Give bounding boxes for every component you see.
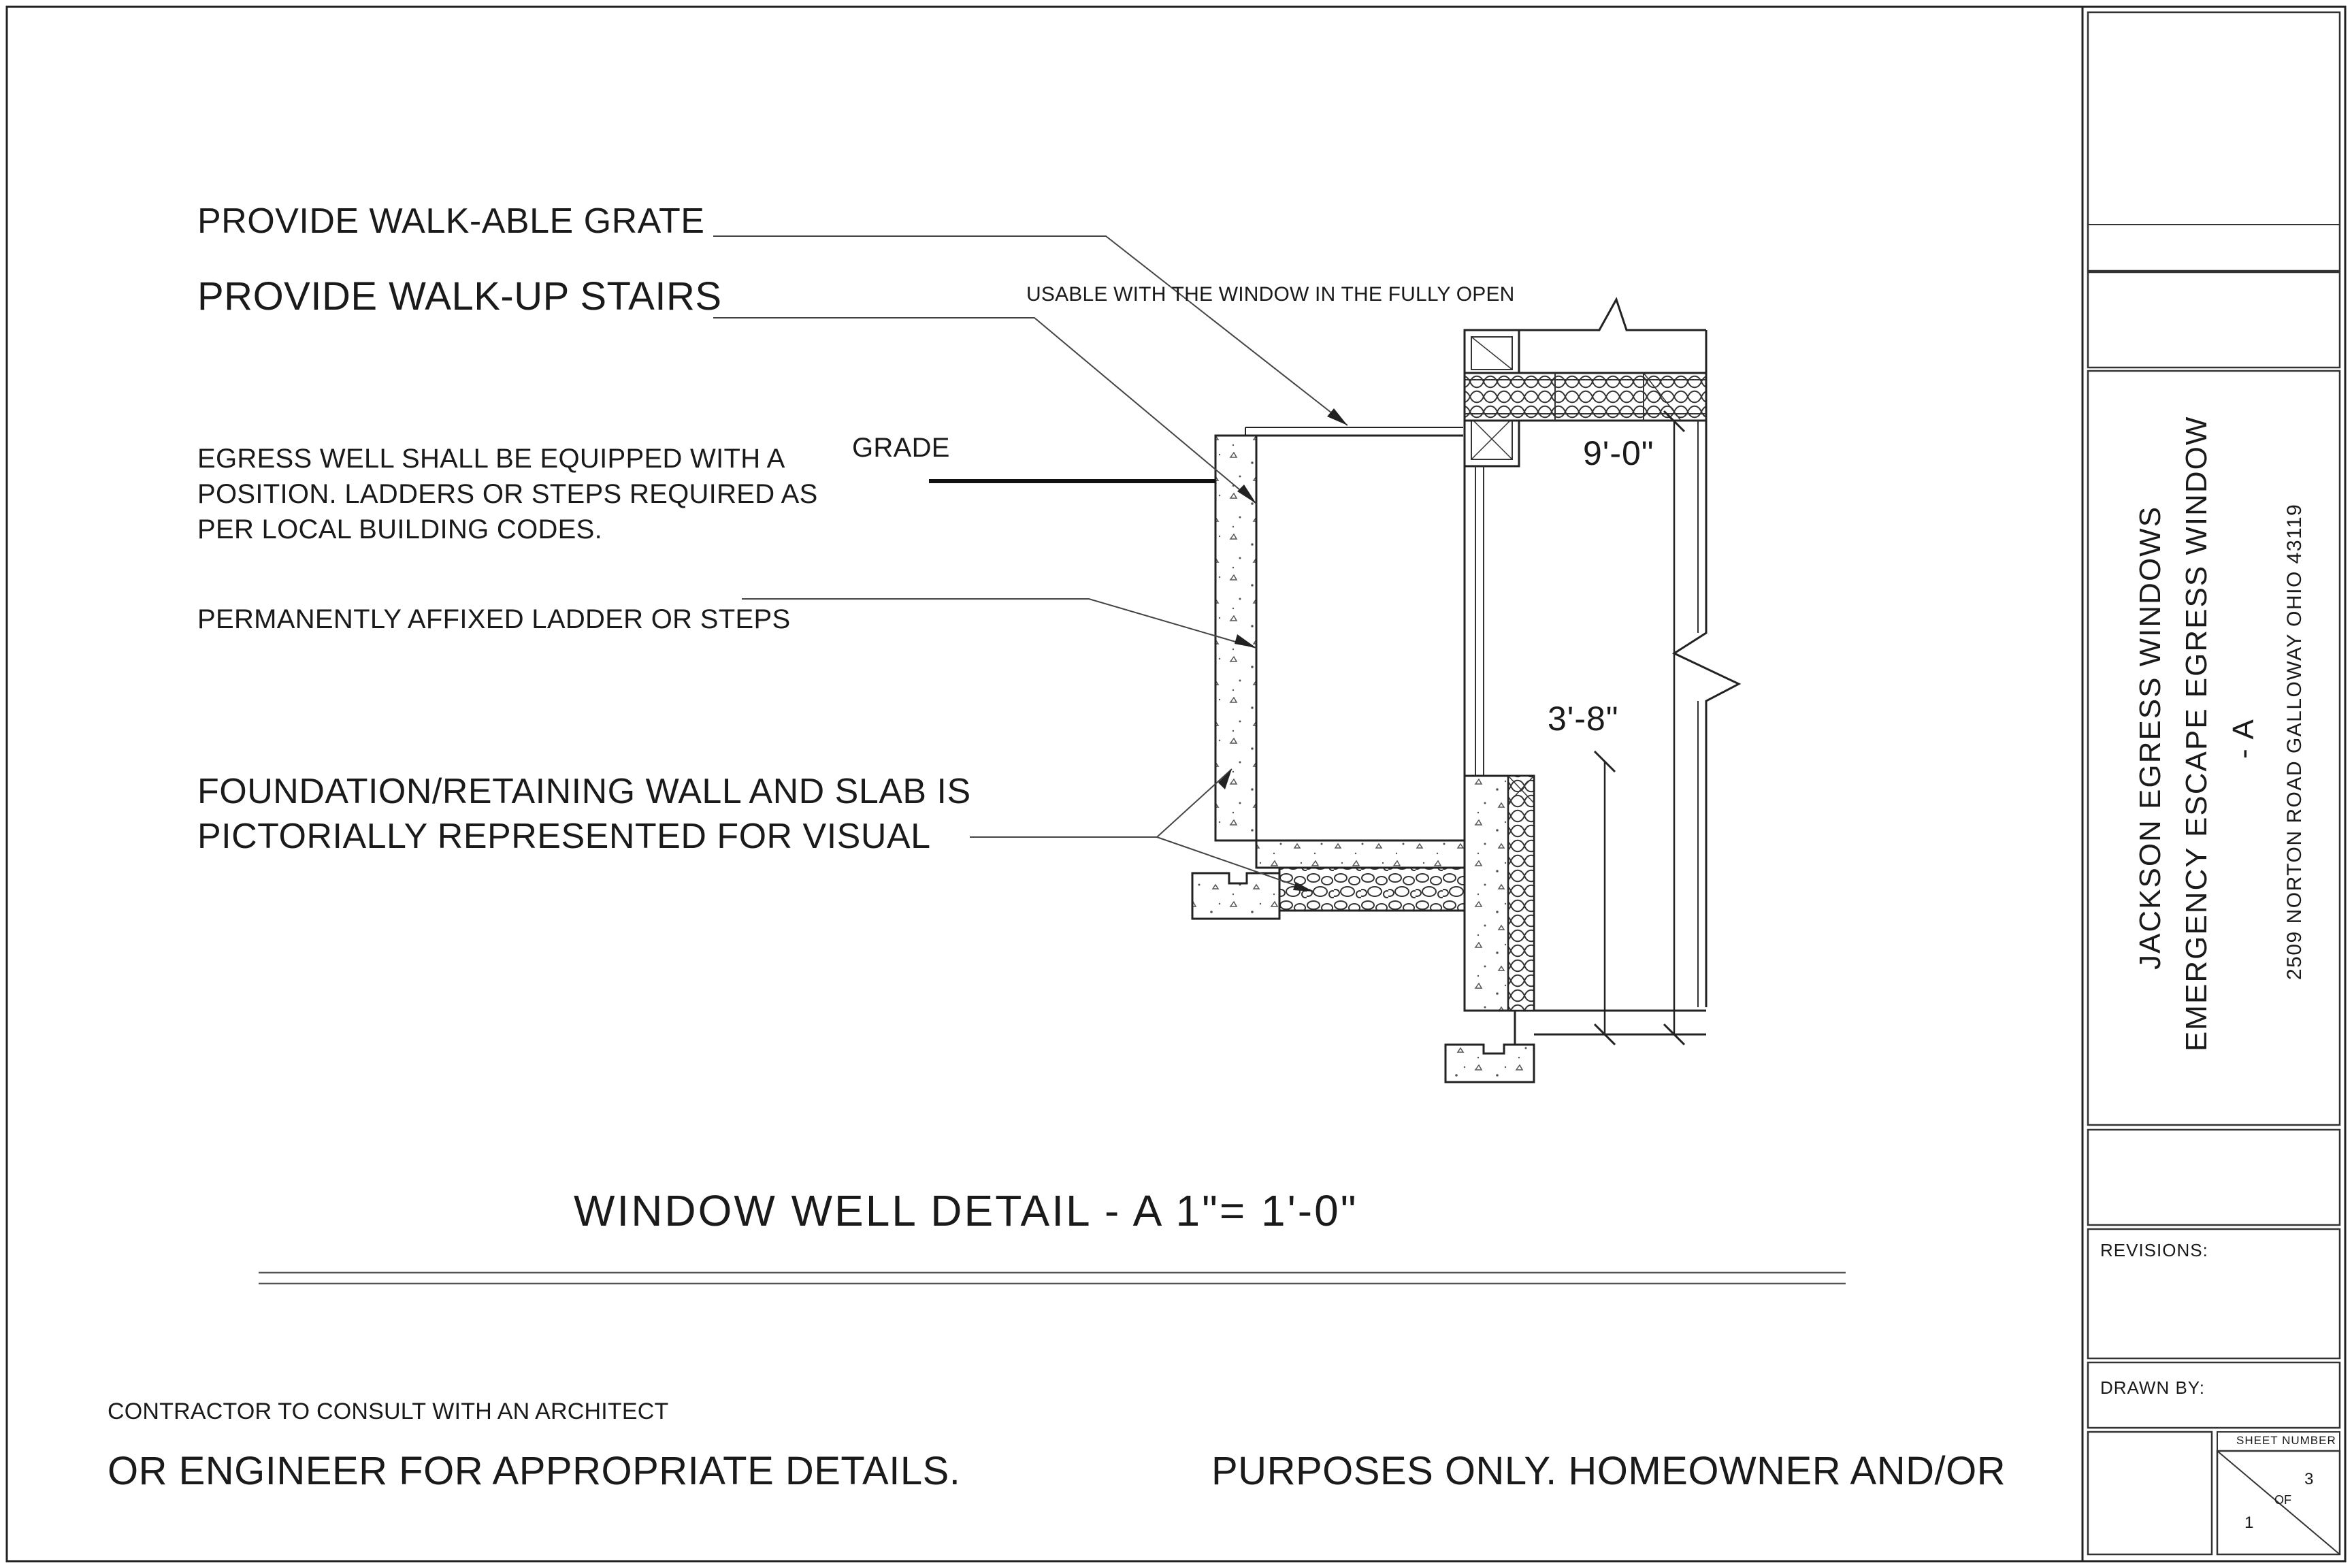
note-grate: PROVIDE WALK-ABLE GRATE <box>197 201 705 241</box>
title-block-suffix: - A <box>2227 718 2260 759</box>
house-footing <box>1446 1045 1534 1082</box>
note-egress-line2: POSITION. LADDERS OR STEPS REQUIRED AS <box>197 479 818 509</box>
dim-ceiling-height: 9'-0" <box>1583 434 1654 472</box>
note-egress-line3: PER LOCAL BUILDING CODES. <box>197 514 603 544</box>
title-block-address: 2509 NORTON ROAD GALLOWAY OHIO 43119 <box>2283 503 2306 980</box>
note-egress-line1: EGRESS WELL SHALL BE EQUIPPED WITH A <box>197 444 785 474</box>
interior-wall-break <box>1674 421 1739 1007</box>
note-stairs: PROVIDE WALK-UP STAIRS <box>197 274 722 318</box>
detail-title: WINDOW WELL DETAIL - A 1"= 1'-0" <box>574 1186 1358 1235</box>
drawn-by-label: DRAWN BY: <box>2100 1377 2205 1398</box>
sheet-number-label: SHEET NUMBER <box>2236 1434 2336 1447</box>
sheet-of: OF <box>2274 1493 2291 1507</box>
note-ladder: PERMANENTLY AFFIXED LADDER OR STEPS <box>197 604 791 634</box>
revisions-label: REVISIONS: <box>2100 1240 2208 1260</box>
retaining-footing <box>1192 873 1279 919</box>
footer-purposes: PURPOSES ONLY. HOMEOWNER AND/OR <box>1211 1449 2006 1493</box>
note-usable: USABLE WITH THE WINDOW IN THE FULLY OPEN <box>1026 283 1515 306</box>
footer-contractor-line1: CONTRACTOR TO CONSULT WITH AN ARCHITECT <box>108 1399 669 1424</box>
sheet-current: 1 <box>2244 1514 2254 1532</box>
dim-sill-height: 3'-8" <box>1548 700 1619 738</box>
title-block-company: JACKSON EGRESS WINDOWS <box>2134 505 2167 970</box>
title-block-project: EMERGENCY ESCAPE EGRESS WINDOW <box>2180 415 2213 1051</box>
sheet-total: 3 <box>2304 1470 2314 1488</box>
well-slab <box>1256 840 1467 868</box>
note-foundation-line1: FOUNDATION/RETAINING WALL AND SLAB IS <box>197 772 971 811</box>
footer-contractor-line2: OR ENGINEER FOR APPROPRIATE DETAILS. <box>108 1449 961 1493</box>
note-foundation-line2: PICTORIALLY REPRESENTED FOR VISUAL <box>197 817 931 856</box>
note-grade: GRADE <box>852 433 950 463</box>
